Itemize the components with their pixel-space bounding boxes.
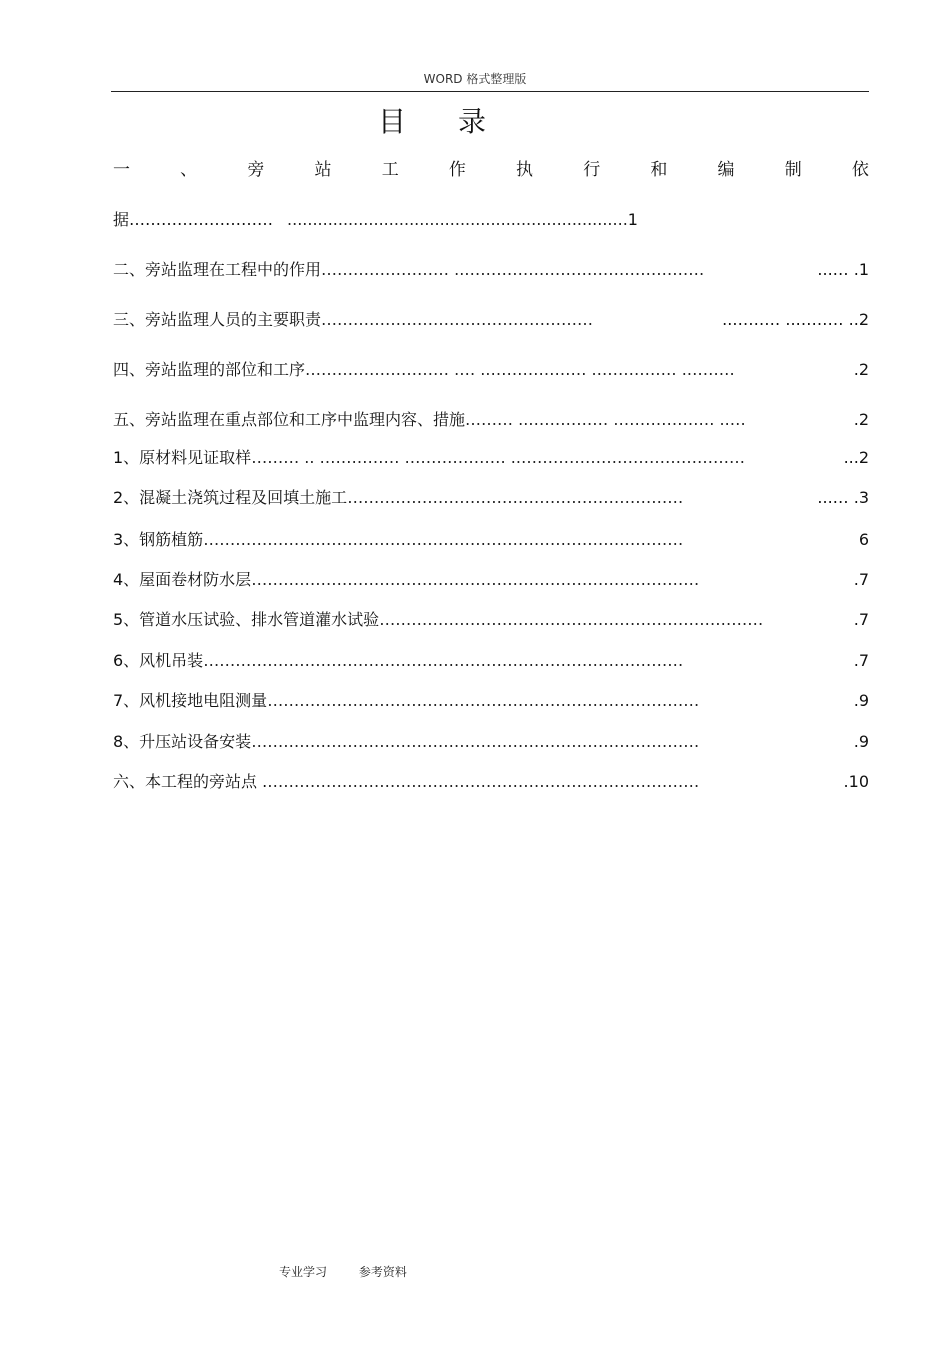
toc-entry[interactable] [113, 648, 869, 672]
toc-page-number: 6 [858, 530, 869, 549]
toc-heading-char: 、 [180, 160, 198, 180]
toc-entry[interactable] [113, 769, 869, 793]
toc-heading-char: 工 [381, 160, 399, 180]
toc-entry-1-heading[interactable] [113, 155, 869, 179]
toc-entry-label: 据……………………… [113, 210, 274, 229]
toc-entry-label: 1、原材料见证取样 [113, 448, 252, 467]
toc-heading-char: 执 [516, 160, 534, 180]
toc-entry-label: 7、风机接地电阻测量 [113, 691, 268, 710]
toc-leader-dots: ………………………………………………………………………… [251, 570, 700, 589]
toc-entry[interactable] [113, 607, 869, 631]
toc-entry[interactable] [113, 407, 869, 431]
toc-entry[interactable] [113, 567, 869, 591]
page-header: WORD 格式整理版 [423, 72, 527, 86]
toc-entry-label: 三、旁站监理人员的主要职责 [113, 310, 322, 329]
toc-leader-dots: ……………………………………………………………………………… [203, 651, 684, 670]
toc-entry[interactable] [113, 307, 869, 331]
toc-entry-label: 4、屋面卷材防水层 [113, 570, 252, 589]
toc-leader-dots: ……………………………………………………………… [379, 610, 764, 629]
toc-heading-char: 制 [784, 160, 802, 180]
toc-page-number: .10 [843, 772, 869, 791]
toc-page-number: 1 [627, 210, 638, 229]
toc-leader-dots: ……………………………………………………………………………… [203, 530, 684, 549]
toc-entry-label: 2、混凝土浇筑过程及回填土施工 [113, 488, 348, 507]
toc-leader-dots: ……………………………………………………………………… [267, 691, 700, 710]
toc-leader-dots: ……………………………………………………………………… [267, 772, 700, 791]
toc-page-number: .7 [853, 610, 869, 629]
toc-leader-dots: …………………………………………… [321, 310, 594, 329]
page-footer [279, 1263, 435, 1280]
toc-heading-char: 依 [851, 160, 869, 180]
footer-left-text: 专业学习 [279, 1265, 328, 1279]
header-divider [111, 91, 869, 92]
toc-page-number: ..……… ..……… ..2 [722, 310, 869, 329]
toc-entry-label: 六、本工程的旁站点 . [113, 772, 268, 791]
toc-entry[interactable] [113, 485, 869, 509]
toc-entry-label: 5、管道水压试验、排水管道灌水试验 [113, 610, 380, 629]
toc-entry-label: 五、旁站监理在重点部位和工序中监理内容、措施 [113, 410, 466, 429]
toc-leader-dots: ……………………………………………………… [347, 488, 684, 507]
toc-heading-char: 编 [717, 160, 735, 180]
footer-right-text: 参考资料 [358, 1265, 407, 1279]
toc-entry[interactable] [113, 688, 869, 712]
toc-page-number: ...… .3 [817, 488, 869, 507]
page-title: 目录 [377, 105, 538, 138]
toc-entry-label: 8、升压站设备安装 [113, 732, 252, 751]
toc-entry[interactable] [113, 527, 869, 551]
toc-leader-dots: ................................................................... [287, 210, 628, 229]
toc-entry[interactable] [113, 729, 869, 753]
toc-entry[interactable] [113, 445, 869, 469]
toc-page-number: .9 [853, 691, 869, 710]
toc-heading-char: 旁 [247, 160, 265, 180]
toc-leader-dots: ……… .. …………… .……………… ..…………………………………… [251, 448, 745, 467]
toc-page-number: .2 [853, 410, 869, 429]
toc-entry-label: 二、旁站监理在工程中的作用 [113, 260, 322, 279]
toc-leader-dots: ……… ..…………… .……………… ..… [465, 410, 746, 429]
toc-page-number: .7 [853, 651, 869, 670]
toc-heading-char: 一 [113, 160, 130, 180]
toc-entry-label: 6、风机吊装 [113, 651, 204, 670]
toc-entry-label: 3、钢筋植筋 [113, 530, 204, 549]
toc-leader-dots: ……………………… .… ..……………… .…………… .……… [305, 360, 735, 379]
toc-entry-1-continuation[interactable] [113, 207, 869, 231]
toc-heading-char: 作 [448, 160, 466, 180]
toc-leader-dots: ………………………………………………………………………… [251, 732, 700, 751]
toc-page-number: ...2 [843, 448, 869, 467]
toc-page-number: .9 [853, 732, 869, 751]
toc-page-number: .7 [853, 570, 869, 589]
toc-entry[interactable] [113, 257, 869, 281]
toc-heading-char: 站 [314, 160, 332, 180]
toc-entry[interactable] [113, 357, 869, 381]
toc-heading-char: 行 [583, 160, 601, 180]
toc-heading-char: 和 [650, 160, 668, 180]
toc-leader-dots: …………………… ..……………………………………… [321, 260, 705, 279]
toc-page-number: ...… .1 [817, 260, 869, 279]
toc-entry-label: 四、旁站监理的部位和工序 [113, 360, 306, 379]
toc-page-number: .2 [853, 360, 869, 379]
